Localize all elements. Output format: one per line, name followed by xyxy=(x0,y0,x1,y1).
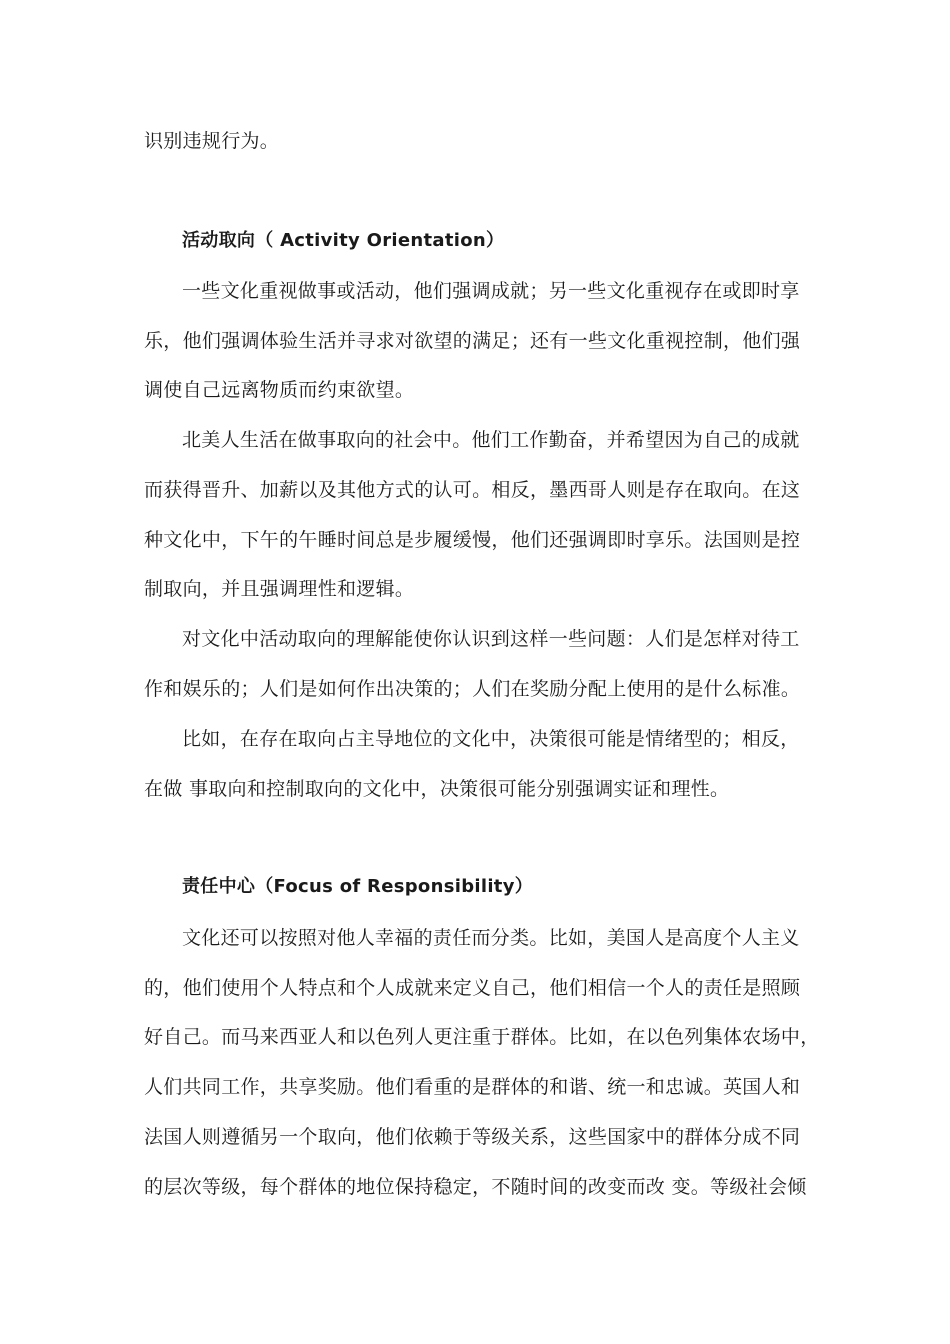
section-heading-activity: 活动取向（ Activity Orientation） xyxy=(182,230,505,251)
paragraph-line: 对文化中活动取向的理解能使你认识到这样一些问题：人们是怎样对待工 xyxy=(182,628,800,650)
paragraph-line: 好自己。而马来西亚人和以色列人更注重于群体。比如，在以色列集体农场中， xyxy=(144,1026,820,1048)
paragraph-line: 的，他们使用个人特点和个人成就来定义自己，他们相信一个人的责任是照顾 xyxy=(144,977,801,999)
paragraph-line: 的层次等级，每个群体的地位保持稳定，不随时间的改变而改 变。等级社会倾 xyxy=(144,1176,807,1198)
paragraph-line: 作和娱乐的；人们是如何作出决策的；人们在奖励分配上使用的是什么标准。 xyxy=(144,678,801,700)
paragraph-line: 乐，他们强调体验生活并寻求对欲望的满足；还有一些文化重视控制，他们强 xyxy=(144,330,801,352)
intro-fragment: 识别违规行为。 xyxy=(144,130,280,152)
paragraph-line: 比如，在存在取向占主导地位的文化中，决策很可能是情绪型的；相反， xyxy=(182,728,800,750)
paragraph-line: 法国人则遵循另一个取向，他们依赖于等级关系，这些国家中的群体分成不同 xyxy=(144,1126,801,1148)
paragraph-line: 北美人生活在做事取向的社会中。他们工作勤奋，并希望因为自己的成就 xyxy=(182,429,800,451)
paragraph-line: 一些文化重视做事或活动，他们强调成就；另一些文化重视存在或即时享 xyxy=(182,280,800,302)
paragraph-line: 调使自己远离物质而约束欲望。 xyxy=(144,379,415,401)
paragraph-line: 而获得晋升、加薪以及其他方式的认可。相反，墨西哥人则是存在取向。在这 xyxy=(144,479,801,501)
paragraph-line: 种文化中，下午的午睡时间总是步履缓慢，他们还强调即时享乐。法国则是控 xyxy=(144,529,801,551)
paragraph-line: 制取向，并且强调理性和逻辑。 xyxy=(144,578,415,600)
paragraph-line: 人们共同工作，共享奖励。他们看重的是群体的和谐、统一和忠诚。英国人和 xyxy=(144,1076,801,1098)
paragraph-line: 文化还可以按照对他人幸福的责任而分类。比如，美国人是高度个人主义 xyxy=(182,927,800,949)
section-heading-responsibility: 责任中心（Focus of Responsibility） xyxy=(182,876,534,897)
paragraph-line: 在做 事取向和控制取向的文化中，决策很可能分别强调实证和理性。 xyxy=(144,778,730,800)
